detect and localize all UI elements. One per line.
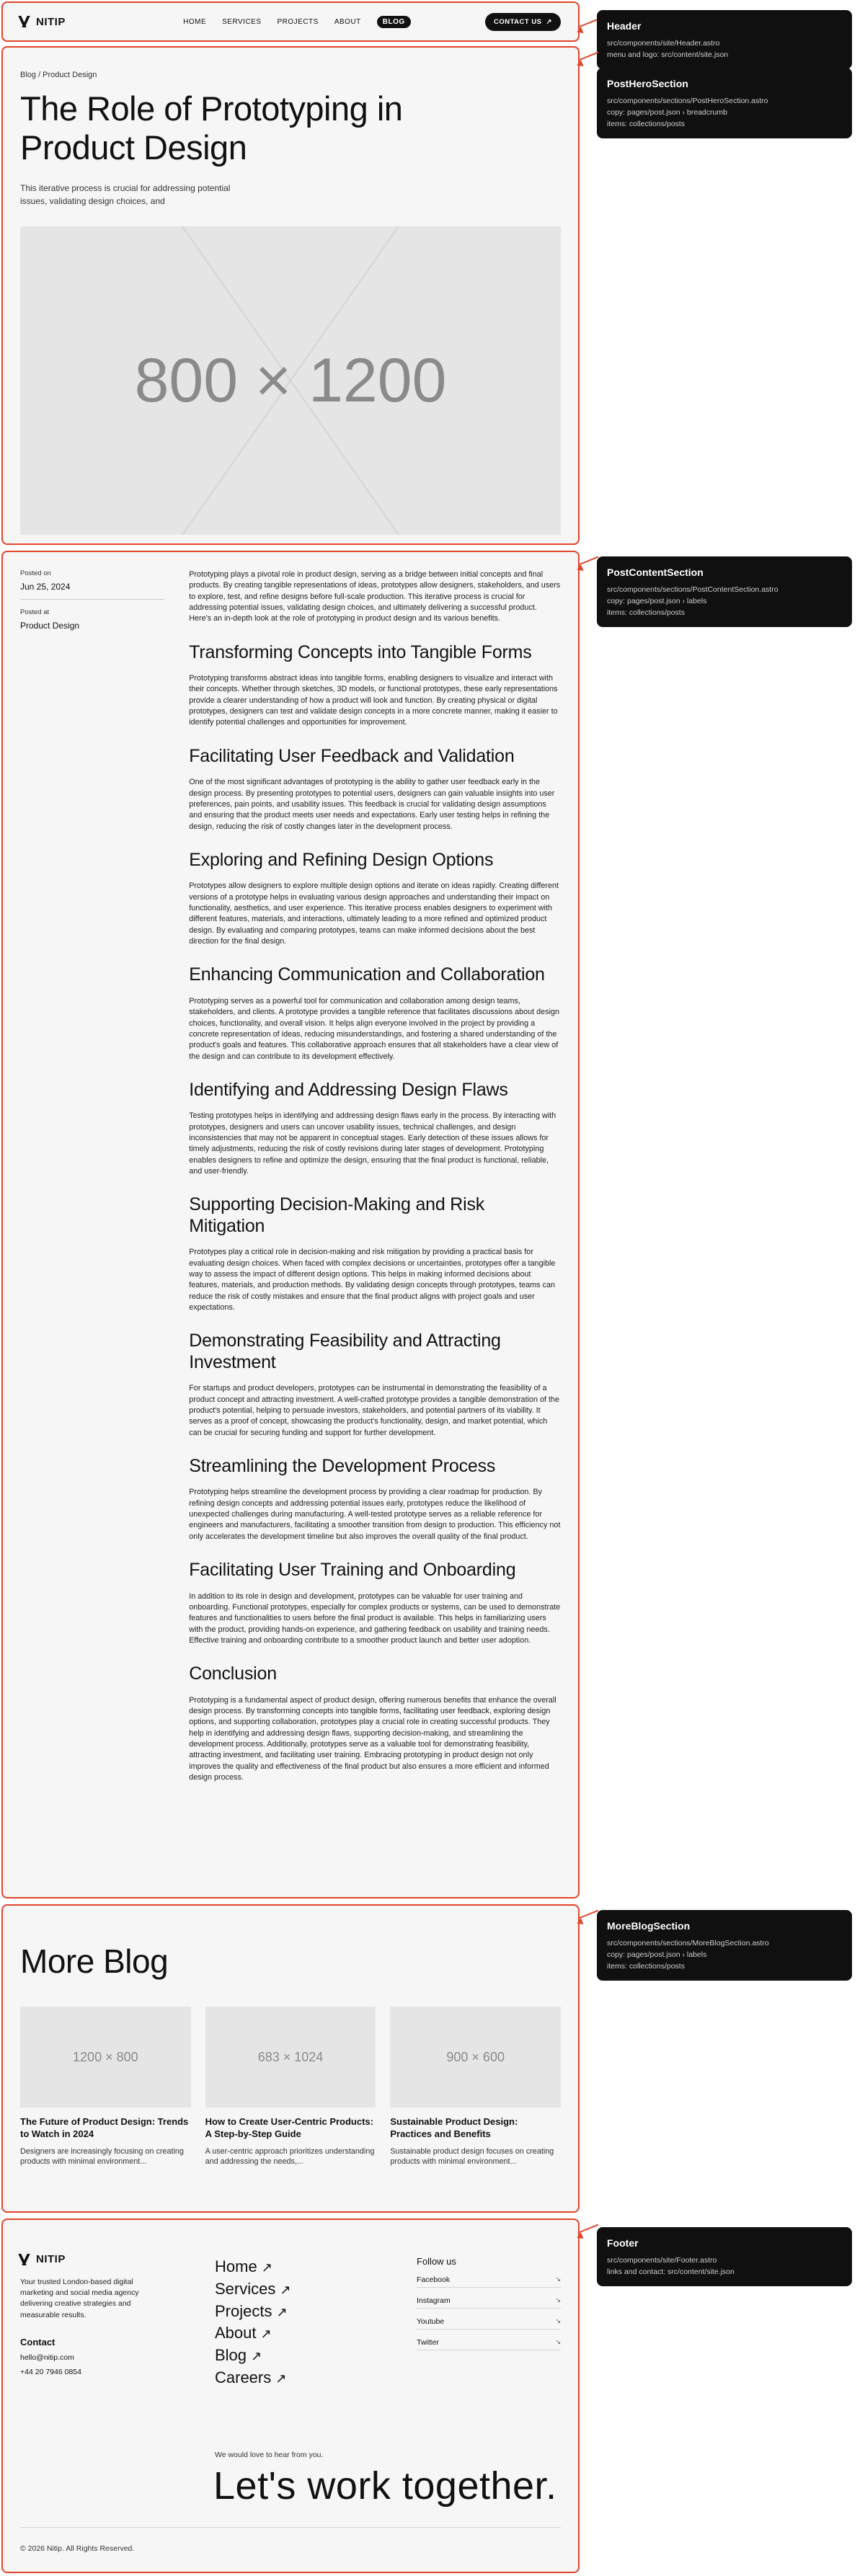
section-body: Prototyping is a fundamental aspect of product design, offering numerous benefits that enhance the overall design process. By transforming concepts into tangible forms, facilitating user feedback, exploring design options, and supporting collaboration, prototypes play a crucial role in creating successful products. They help in identifying and addressing design flaws, supporting decision-making, and streamlining the development process. Additionally, prototypes serve as a valuable tool for demonstrating feasibility, attracting investment, and facilitating user training. Embracing prototyping in product design not only improves the quality and effectiveness of the final product but also ensures a more efficient and informed design process. (189, 1695, 556, 1782)
nav-about[interactable]: ABOUT (334, 17, 361, 26)
section-heading: Transforming Concepts into Tangible Forms (189, 641, 532, 662)
blog-card-excerpt: A user-centric approach prioritizes understanding and addressing the needs,... (205, 2146, 375, 2167)
footer-nav (215, 2253, 417, 2389)
meta-divider (20, 599, 164, 600)
nav-services[interactable]: SERVICES (222, 17, 262, 26)
post-hero-section (1, 46, 580, 545)
annotation-arrow (580, 52, 599, 61)
follow-us (417, 2253, 561, 2389)
post-meta (20, 569, 189, 1800)
social-label: Youtube (417, 2317, 445, 2326)
footer-logo-text: NITIP (36, 2253, 66, 2265)
blog-card-excerpt: Designers are increasingly focusing on creating products with minimal environment... (20, 2146, 184, 2167)
hero-subtitle: This iterative process is crucial for addressing potential issues, validating design choices, and (20, 183, 231, 207)
social-link-twitter[interactable] (417, 2332, 561, 2350)
footer-section (1, 2219, 580, 2573)
header-section (1, 1, 580, 42)
logo-mark-icon (20, 2255, 32, 2265)
blog-card[interactable] (20, 2007, 191, 2167)
footer-nav-careers[interactable] (215, 2367, 417, 2389)
annotation-line: items: collections/posts (607, 608, 685, 618)
posted-on-date: Jun 25, 2024 (20, 582, 71, 592)
footer-nav-blog[interactable] (215, 2345, 417, 2367)
footer-nav-label: Careers (215, 2368, 272, 2386)
copyright: © 2026 Nitip. All Rights Reserved. (20, 2544, 135, 2553)
annotation-title: MoreBlogSection (607, 1920, 691, 1932)
posted-on-label: Posted on (20, 569, 51, 577)
nav-home[interactable]: HOME (183, 17, 207, 26)
arrow-down-right-icon: ↘ (555, 2296, 561, 2304)
nav-blog[interactable]: BLOG (377, 16, 411, 28)
footer-logo[interactable] (20, 2253, 215, 2265)
more-blog-section (1, 1904, 580, 2213)
footer-divider (20, 2527, 561, 2528)
blog-card-title[interactable]: How to Create User-Centric Products: A Step-by-Step Guide (205, 2116, 373, 2139)
footer-nav-label: About (215, 2324, 257, 2342)
arrow-down-right-icon: ↘ (555, 2275, 561, 2283)
footer-nav-projects[interactable] (215, 2301, 417, 2323)
blog-card-title[interactable]: The Future of Product Design: Trends to Watch in 2024 (20, 2116, 189, 2139)
annotation-line: items: collections/posts (607, 120, 685, 129)
annotation-footer (597, 2227, 852, 2286)
annotation-header (597, 10, 852, 69)
arrow-down-right-icon: ↘ (555, 2338, 561, 2345)
post-article (189, 569, 561, 1800)
blog-card-image-placeholder (390, 2007, 561, 2108)
annotation-line: copy: pages/post.json › labels (607, 1950, 707, 1959)
contact-us-button[interactable] (485, 13, 561, 31)
arrow-up-right-icon: ↗ (261, 2260, 272, 2275)
posted-at-category[interactable]: Product Design (20, 621, 80, 631)
section-heading: Demonstrating Feasibility and Attracting Investment (189, 1331, 501, 1372)
footer-love-text: We would love to hear from you. (215, 2451, 324, 2459)
section-heading: Conclusion (189, 1664, 277, 1684)
annotation-title: PostHeroSection (607, 78, 688, 89)
hero-image-placeholder (20, 226, 561, 535)
annotation-line: links and contact: src/content/site.json (607, 2267, 735, 2276)
annotation-title: Header (607, 20, 642, 32)
annotation-post-hero (597, 68, 852, 138)
logo-mark-icon (20, 17, 32, 27)
annotation-line: src/components/sections/PostContentSection.astro (607, 585, 778, 594)
section-body: Prototypes allow designers to explore multiple design options and iterate on ideas rapidly. Creating different versions of a prototype helps in evaluating various design approaches and understanding their impact on functionality, aesthetics, and user experience. This iterative process enables designers to experiment with different features, materials, and interactions, ultimately leading to a more refined and optimized product design. By evaluating and comparing prototypes, teams can make informed decisions about the best direction for the final design. (189, 881, 559, 946)
social-link-facebook[interactable] (417, 2270, 561, 2288)
footer-nav-label: Projects (215, 2301, 272, 2320)
footer-nav-label: Blog (215, 2346, 247, 2365)
logo-text: NITIP (36, 15, 66, 28)
breadcrumb[interactable]: Blog / Product Design (20, 71, 97, 79)
main-nav (140, 16, 411, 28)
annotation-line: src/components/site/Header.astro (607, 38, 720, 48)
footer-nav-home[interactable] (215, 2256, 417, 2278)
section-heading: Enhancing Communication and Collaboration (189, 964, 545, 985)
blog-card-image-label: 683 × 1024 (257, 2049, 324, 2064)
blog-card-image-placeholder (20, 2007, 191, 2108)
footer-together-heading[interactable]: Let's work together. (213, 2464, 557, 2508)
annotation-line: copy: pages/post.json › breadcrumb (607, 107, 727, 117)
arrow-up-right-icon: ↗ (251, 2349, 262, 2364)
social-label: Facebook (417, 2275, 451, 2284)
annotation-arrow (580, 556, 599, 565)
post-content-section (1, 551, 580, 1898)
section-body: Testing prototypes helps in identifying and addressing design flaws early in the process. By interacting with prototypes, designers and users can uncover usability issues, technical challenges, and design inconsistencies that may not be apparent in conceptual stages. Early detection of these issues allows for timely adjustments, reducing the risk of costly revisions during later stages of development. Prototyping enables designers to refine and optimize the design, ensuring that the final product is functional, reliable, and user-friendly. (189, 1111, 556, 1176)
annotation-more-blog (597, 1910, 852, 1981)
section-body: In addition to its role in design and development, prototypes can be valuable for user training and onboarding. Functional prototypes, especially for complex products or systems, can be used to demonstrate features and functionalities to users before the final product is available. This helps in familiarizing users with the product, providing hands-on experience, and gathering feedback on usability and training needs. Effective training and onboarding contribute to a smoother product launch and better user adoption. (189, 1591, 561, 1645)
social-label: Twitter (417, 2338, 439, 2347)
annotation-arrow (580, 2224, 599, 2233)
annotation-line: src/components/sections/MoreBlogSection.astro (607, 1938, 769, 1947)
section-heading: Supporting Decision-Making and Risk Mitigation (189, 1194, 485, 1236)
section-body: Prototyping transforms abstract ideas into tangible forms, enabling designers to visualize and interact with their concepts. Whether through sketches, 3D models, or functional prototypes, these early representations provide a clearer understanding of how a product will look and function. By creating physical or digital prototypes, designers can test and validate design concepts in a more concrete manner, making it easier to identify potential challenges and opportunities for improvement. (189, 674, 558, 727)
arrow-down-right-icon: ↘ (555, 2317, 561, 2324)
section-heading: Facilitating User Feedback and Validation (189, 745, 515, 766)
more-blog-title: More Blog (20, 1942, 169, 1980)
blog-card[interactable] (205, 2007, 376, 2167)
section-heading: Exploring and Refining Design Options (189, 849, 494, 870)
arrow-up-right-icon: ↗ (546, 17, 552, 26)
blog-card-image-placeholder (205, 2007, 376, 2108)
blog-card-image-label: 900 × 600 (446, 2049, 505, 2064)
blog-card-image-label: 1200 × 800 (73, 2049, 138, 2064)
section-heading: Facilitating User Training and Onboarding (189, 1560, 516, 1581)
footer-nav-label: Services (215, 2279, 276, 2298)
logo[interactable] (20, 16, 66, 28)
annotation-line: src/components/site/Footer.astro (607, 2255, 717, 2265)
footer-nav-about[interactable] (215, 2322, 417, 2345)
blog-card[interactable] (390, 2007, 561, 2167)
arrow-up-right-icon: ↗ (260, 2327, 272, 2342)
section-body: Prototyping serves as a powerful tool for communication and collaboration among design teams, stakeholders, and clients. A prototype provides a tangible reference that facilitates discussions about design choices, functionality, and overall vision. It helps align everyone involved in the project by providing a concrete representation of ideas, reducing misunderstandings, and fostering a shared understanding of the product's goals and features. This collaborative approach ensures that all stakeholders have a clear view of the design and can contribute to its development effectively. (189, 996, 559, 1061)
arrow-up-right-icon: ↗ (275, 2371, 287, 2386)
annotation-title: Footer (607, 2237, 639, 2249)
footer-nav-label: Home (215, 2257, 257, 2275)
social-link-instagram[interactable] (417, 2291, 561, 2309)
annotation-line: src/components/sections/PostHeroSection.astro (607, 96, 768, 105)
contact-email[interactable]: hello@nitip.com (20, 2353, 74, 2362)
blog-card-title[interactable]: Sustainable Product Design: Practices and Benefits (390, 2116, 518, 2139)
contact-phone[interactable]: +44 20 7946 0854 (20, 2367, 81, 2376)
annotation-line: menu and logo: src/content/site.json (607, 50, 729, 59)
annotation-arrow (580, 19, 599, 27)
arrow-up-right-icon: ↗ (280, 2282, 291, 2297)
arrow-up-right-icon: ↗ (276, 2304, 288, 2319)
nav-projects[interactable]: PROJECTS (277, 17, 319, 26)
posted-at-label: Posted at (20, 608, 50, 616)
footer-description: Your trusted London-based digital marketing and social media agency delivering creative strategies and measurable results. (20, 2278, 139, 2319)
annotation-line: items: collections/posts (607, 1962, 685, 1971)
hero-image-label: 800 × 1200 (134, 345, 447, 415)
section-heading: Identifying and Addressing Design Flaws (189, 1079, 508, 1100)
annotation-arrow (580, 1910, 599, 1919)
article-intro: Prototyping plays a pivotal role in product design, serving as a bridge between initial concepts and final products. By creating tangible representations of ideas, prototypes allow designers, stakeholders, and users to explore, test, and refine designs before full-scale production. This iterative process is crucial for addressing potential issues, validating design choices, and ultimately delivering a successful product. Here's an in-depth look at the role of prototyping in product design and its various benefits. (189, 570, 561, 623)
contact-us-label: CONTACT US (493, 17, 542, 26)
annotation-line: copy: pages/post.json › labels (607, 596, 707, 605)
section-body: Prototypes play a critical role in decision-making and risk mitigation by providing a practical basis for evaluating design choices. When faced with complex decisions or uncertainties, prototypes offer a tangible way to assess the impact of different design options. This helps in making informed decisions about features, materials, and production methods. By validating design concepts through prototypes, teams can reduce the risk of costly mistakes and ensure that the final product aligns with project goals and user expectations. (189, 1248, 556, 1312)
footer-nav-services[interactable] (215, 2278, 417, 2301)
section-body: Prototyping helps streamline the development process by providing a clear roadmap for production. By refining design concepts and addressing potential issues early, prototypes reduce the likelihood of unexpected challenges during manufacturing. A well-tested prototype serves as a reliable reference for engineers and manufacturers, facilitating a smoother transition from design to production. This efficiency not only accelerates the development timeline but also improves the overall quality of the final product. (189, 1488, 561, 1541)
follow-us-title: Follow us (417, 2256, 456, 2267)
page-title: The Role of Prototyping in Product Design (20, 89, 403, 167)
section-body: One of the most significant advantages of prototyping is the ability to gather user feedback early in the design process. By presenting prototypes to potential users, designers can gain valuable insights into user preferences, pain points, and usability issues. This feedback is crucial for validating design assumptions and ensuring that the product meets user needs and expectations. Early user testing helps in refining the design, reducing the risk of costly changes later in the development process. (189, 778, 555, 831)
social-link-youtube[interactable] (417, 2311, 561, 2329)
annotation-title: PostContentSection (607, 567, 704, 578)
section-body: For startups and product developers, prototypes can be instrumental in demonstrating the feasibility of a product concept and attracting investment. A well-crafted prototype provides a tangible demonstration of the product's potential, helping to persuade investors, stakeholders, and potential partners of its viability. It serves as a proof of concept, showcasing the product's functionality, design, and market potential, which can be crucial for securing funding and support for further development. (189, 1384, 559, 1437)
annotation-post-content (597, 556, 852, 627)
blog-card-excerpt: Sustainable product design focuses on creating products with minimal environment... (390, 2146, 554, 2167)
social-label: Instagram (417, 2296, 451, 2305)
contact-title: Contact (20, 2336, 56, 2348)
section-heading: Streamlining the Development Process (189, 1455, 496, 1476)
